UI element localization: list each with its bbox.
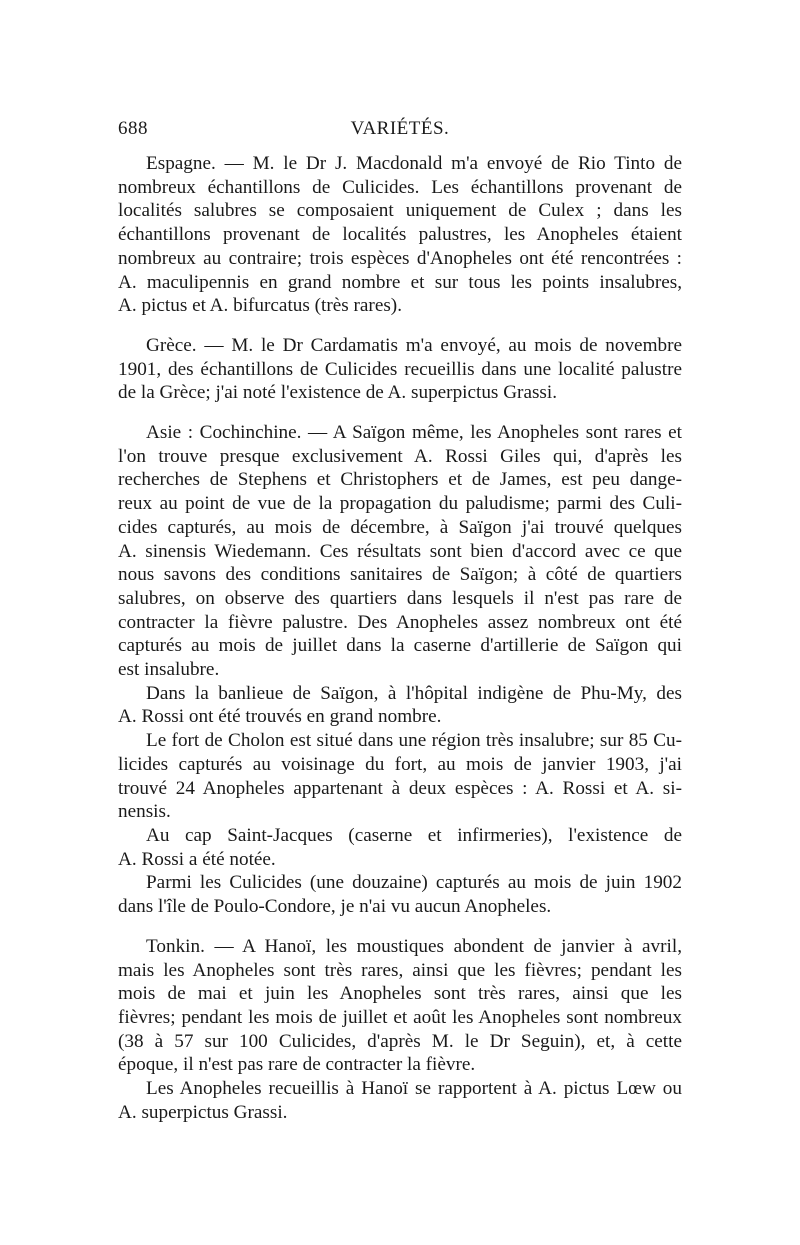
paragraph-saint-jacques: [118, 824, 682, 871]
text-line: Les Anopheles recueillis à Hanoï se rapportent à A. pictus Lœw ou: [146, 1078, 682, 1100]
text-line: licides capturés au voisinage du fort, au mois de janvier 1903, j'ai: [118, 753, 682, 775]
page-body: [118, 152, 682, 1124]
text-line: est insalubre.: [118, 659, 220, 681]
text-line: Dans la banlieue de Saïgon, à l'hôpital indigène de Phu-My, des: [146, 682, 682, 704]
text-line: A. pictus et A. bifurcatus (très rares).: [118, 295, 402, 317]
text-line: époque, il n'est pas rare de contracter la fièvre.: [118, 1054, 476, 1076]
page-number: 688: [118, 118, 148, 139]
paragraph-gap: [118, 405, 682, 421]
text-line: Asie : Cochinchine. — A Saïgon même, les Anopheles sont rares et: [146, 422, 682, 444]
text-line: nensis.: [118, 801, 171, 823]
text-line: A. maculipennis en grand nombre et sur tous les points insalubres,: [118, 271, 682, 293]
text-line: fièvres; pendant les mois de juillet et août les Anopheles sont nombreux: [118, 1006, 682, 1028]
text-line: A. Rossi ont été trouvés en grand nombre.: [118, 706, 442, 728]
page-header: [118, 118, 682, 146]
text-line: échantillons provenant de localités palustres, les Anopheles étaient: [118, 224, 682, 246]
paragraph-hanoi-species: [118, 1077, 682, 1124]
text-line: 1901, des échantillons de Culicides recueillis dans une localité palustre: [118, 358, 682, 380]
text-line: nous savons des conditions sanitaires de Saïgon; à côté de quartiers: [118, 564, 682, 586]
text-line: recherches de Stephens et Christophers et de James, est peu dange-: [118, 469, 682, 491]
text-line: Au cap Saint-Jacques (caserne et infirmeries), l'existence de: [146, 824, 682, 846]
text-line: (38 à 57 sur 100 Culicides, d'après M. le Dr Seguin), et, à cette: [118, 1030, 682, 1052]
paragraph-poulo-condore: [118, 871, 682, 918]
text-line: l'on trouve presque exclusivement A. Rossi Giles qui, d'après les: [118, 445, 682, 467]
text-line: Parmi les Culicides (une douzaine) capturés au mois de juin 1902: [146, 872, 682, 894]
paragraph-espagne: [118, 152, 682, 318]
text-line: nombreux échantillons de Culicides. Les échantillons provenant de: [118, 176, 682, 198]
text-line: capturés au mois de juillet dans la caserne d'artillerie de Saïgon qui: [118, 635, 682, 657]
paragraph-gap: [118, 318, 682, 334]
text-line: Le fort de Cholon est situé dans une région très insalubre; sur 85 Cu-: [146, 730, 682, 752]
text-line: dans l'île de Poulo-Condore, je n'ai vu aucun Anopheles.: [118, 896, 552, 918]
text-line: reux au point de vue de la propagation du paludisme; parmi des Culi-: [118, 493, 682, 515]
paragraph-grece: [118, 334, 682, 405]
text-line: mais les Anopheles sont très rares, ainsi que les fièvres; pendant les: [118, 959, 682, 981]
paragraph-banlieue: [118, 682, 682, 729]
paragraph-cochinchine: [118, 421, 682, 682]
paragraph-cholon: [118, 729, 682, 824]
text-line: mois de mai et juin les Anopheles sont très rares, ainsi que les: [118, 983, 682, 1005]
text-line: trouvé 24 Anopheles appartenant à deux espèces : A. Rossi et A. si-: [118, 777, 682, 799]
running-head: VARIÉTÉS.: [350, 118, 450, 139]
text-line: localités salubres se composaient uniquement de Culex ; dans les: [118, 200, 682, 222]
text-line: nombreux au contraire; trois espèces d'Anopheles ont été rencontrées :: [118, 247, 682, 269]
text-line: de la Grèce; j'ai noté l'existence de A. superpictus Grassi.: [118, 382, 558, 404]
text-line: A. sinensis Wiedemann. Ces résultats sont bien d'accord avec ce que: [118, 540, 682, 562]
text-line: A. superpictus Grassi.: [118, 1101, 288, 1123]
text-line: A. Rossi a été notée.: [118, 848, 276, 870]
text-line: cides capturés, au mois de décembre, à Saïgon j'ai trouvé quelques: [118, 516, 682, 538]
text-line: Espagne. — M. le Dr J. Macdonald m'a envoyé de Rio Tinto de: [146, 153, 682, 174]
text-line: salubres, on observe des quartiers dans lesquels il n'est pas rare de: [118, 587, 682, 609]
paragraph-tonkin: [118, 935, 682, 1077]
text-line: Grèce. — M. le Dr Cardamatis m'a envoyé, au mois de novembre: [146, 334, 682, 356]
text-line: Tonkin. — A Hanoï, les moustiques abondent de janvier à avril,: [146, 935, 682, 957]
paragraph-gap: [118, 919, 682, 935]
text-line: contracter la fièvre palustre. Des Anopheles assez nombreux ont été: [118, 611, 682, 633]
